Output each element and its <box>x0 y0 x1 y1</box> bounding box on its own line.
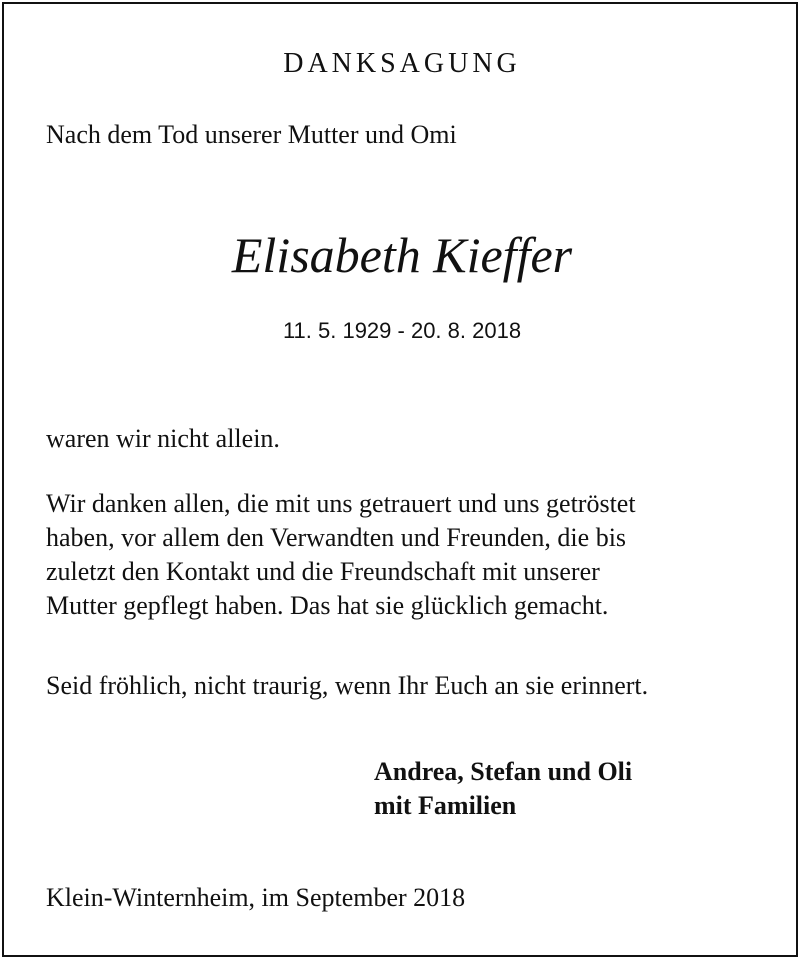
intro-text: Nach dem Tod unserer Mutter und Omi <box>46 120 457 149</box>
not-alone-text: waren wir nicht allein. <box>46 424 280 453</box>
signature-line: Andrea, Stefan und Oli <box>374 757 633 786</box>
signature-line: mit Familien <box>374 791 517 820</box>
notice-frame <box>2 2 798 957</box>
deceased-name: Elisabeth Kieffer <box>231 227 573 283</box>
thanks-line: Wir danken allen, die mit uns getrauert und uns getröstet <box>46 489 636 518</box>
closing-wish: Seid fröhlich, nicht traurig, wenn Ihr Euch an sie erinnert. <box>46 671 649 700</box>
thanks-line: zuletzt den Kontakt und die Freundschaft mit unserer <box>46 557 600 586</box>
place-date: Klein-Winternheim, im September 2018 <box>46 883 466 912</box>
life-dates: 11. 5. 1929 - 20. 8. 2018 <box>282 318 522 343</box>
thanks-line: haben, vor allem den Verwandten und Freunden, die bis <box>46 523 627 552</box>
notice-heading: DANKSAGUNG <box>283 48 521 79</box>
thanks-line: Mutter gepflegt haben. Das hat sie glücklich gemacht. <box>46 591 609 620</box>
